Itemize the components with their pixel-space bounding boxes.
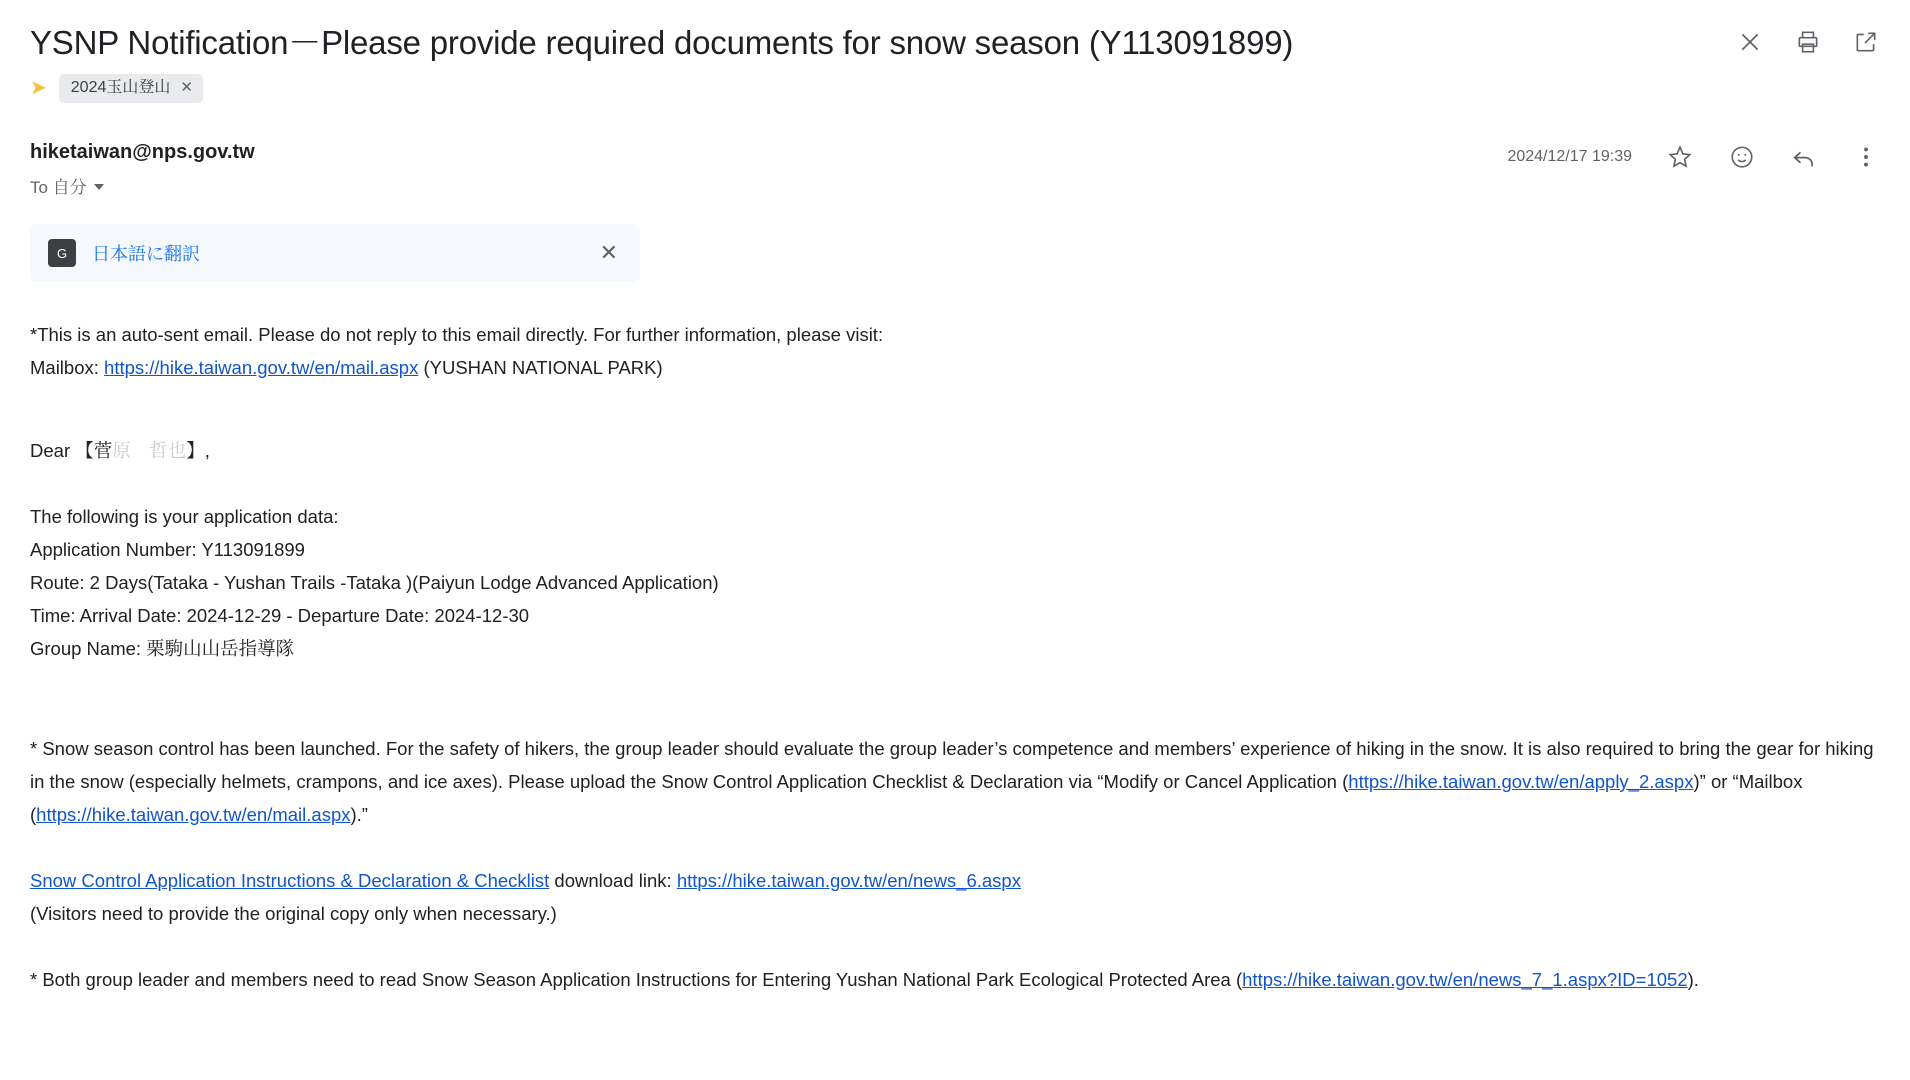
application-number: Application Number: Y113091899: [30, 539, 305, 560]
spacer: [30, 418, 1880, 434]
auto-sent-notice: *This is an auto-sent email. Please do not reply to this email directly. For further information, please visit:: [30, 324, 884, 345]
email-header: [0, 0, 1910, 103]
spacer: [30, 384, 1880, 418]
news-7-1-link[interactable]: https://hike.taiwan.gov.tw/en/news_7_1.aspx?ID=1052: [1242, 969, 1688, 990]
both-leader-members-paragraph: [30, 963, 1880, 996]
translate-icon-glyph: G: [56, 245, 68, 261]
label-chip[interactable]: [59, 74, 203, 103]
salutation-line: [30, 434, 1880, 467]
sender-row: [0, 139, 1910, 198]
star-icon[interactable]: [1666, 143, 1694, 171]
label-chip-text: 2024玉山登山: [70, 79, 171, 96]
sender-email[interactable]: hiketaiwan@nps.gov.tw: [30, 141, 255, 163]
recipient-toggle[interactable]: [30, 173, 255, 198]
mailbox-line: [30, 351, 1880, 384]
message-timestamp: 2024/12/17 19:39: [1507, 148, 1632, 165]
news-6-download-link[interactable]: https://hike.taiwan.gov.tw/en/news_6.aspx: [676, 870, 1021, 891]
mailbox-suffix: (YUSHAN NATIONAL PARK): [418, 357, 663, 378]
salutation-suffix: 】,: [186, 440, 210, 461]
spacer: [30, 930, 1880, 963]
label-arrow-icon: ➤: [30, 76, 47, 99]
chevron-down-icon[interactable]: [94, 184, 104, 190]
salutation-name-redacted: 原 哲也: [112, 440, 187, 461]
message-action-bar: [1507, 139, 1880, 171]
spacer: [30, 699, 1880, 732]
page-title: YSNP Notification－Please provide required documents for snow season (Y113091899): [30, 24, 1294, 61]
reply-icon[interactable]: [1790, 143, 1818, 171]
mailbox-link-2[interactable]: https://hike.taiwan.gov.tw/en/mail.aspx: [36, 804, 351, 825]
emoji-react-icon[interactable]: [1728, 143, 1756, 171]
open-in-new-window-icon[interactable]: [1852, 28, 1880, 56]
header-action-bar: [1736, 22, 1880, 56]
label-chip-remove-icon[interactable]: ✕: [180, 79, 193, 96]
original-copy-note: (Visitors need to provide the original copy only when necessary.): [30, 903, 557, 924]
print-icon[interactable]: [1794, 28, 1822, 56]
salutation-name: 【菅: [75, 440, 113, 461]
subject-row: [30, 22, 1880, 64]
application-time: Time: Arrival Date: 2024-12-29 - Departure Date: 2024-12-30: [30, 605, 530, 626]
close-icon[interactable]: [1736, 28, 1764, 56]
translate-icon: [48, 239, 76, 267]
snow-control-checklist-link[interactable]: Snow Control Application Instructions & Declaration & Checklist: [30, 870, 550, 891]
label-row: [30, 74, 1880, 103]
both-paragraph-text: * Both group leader and members need to read Snow Season Application Instructions for Entering Yushan National Park Ecological Protected Area (: [30, 969, 1243, 990]
application-intro: The following is your application data:: [30, 506, 339, 527]
spacer: [30, 831, 1880, 864]
snow-season-paragraph: [30, 732, 1880, 831]
application-group-name: Group Name: 栗駒山山岳指導隊: [30, 638, 295, 659]
more-options-icon[interactable]: [1852, 143, 1880, 171]
download-middle-text: download link:: [549, 870, 677, 891]
mailbox-link[interactable]: https://hike.taiwan.gov.tw/en/mail.aspx: [104, 357, 419, 378]
recipient-label: To 自分: [30, 178, 87, 197]
snow-paragraph-part2: )” or “Mailbox (: [30, 771, 1803, 825]
salutation-prefix: Dear: [30, 440, 76, 461]
translate-to-japanese-link[interactable]: 日本語に翻訳: [92, 244, 200, 264]
application-route: Route: 2 Days(Tataka - Yushan Trails -Tataka )(Paiyun Lodge Advanced Application): [30, 572, 719, 593]
spacer: [30, 467, 1880, 500]
mailbox-prefix: Mailbox:: [30, 357, 105, 378]
snow-paragraph-part3: ).”: [350, 804, 368, 825]
modify-cancel-application-link[interactable]: https://hike.taiwan.gov.tw/en/apply_2.aspx: [1348, 771, 1694, 792]
email-body: [0, 282, 1910, 996]
both-paragraph-end: ).: [1687, 969, 1699, 990]
sender-info: [30, 139, 255, 198]
spacer: [30, 665, 1880, 699]
translate-banner-close-icon[interactable]: ✕: [599, 240, 618, 265]
translate-banner-content: [48, 239, 200, 267]
translate-banner: [30, 224, 640, 282]
snow-paragraph-part1: * Snow season control has been launched. For the safety of hikers, the group leader should evaluate the group leader’s competence and members’ experience of hiking in the snow. It is also required to bring the gear for hiking in the snow (especially helmets, crampons, and ice axes). Please upload the Snow Control Application Checklist & Declaration via “Modify or Cancel Application (: [30, 738, 1874, 792]
download-line: [30, 864, 1880, 897]
